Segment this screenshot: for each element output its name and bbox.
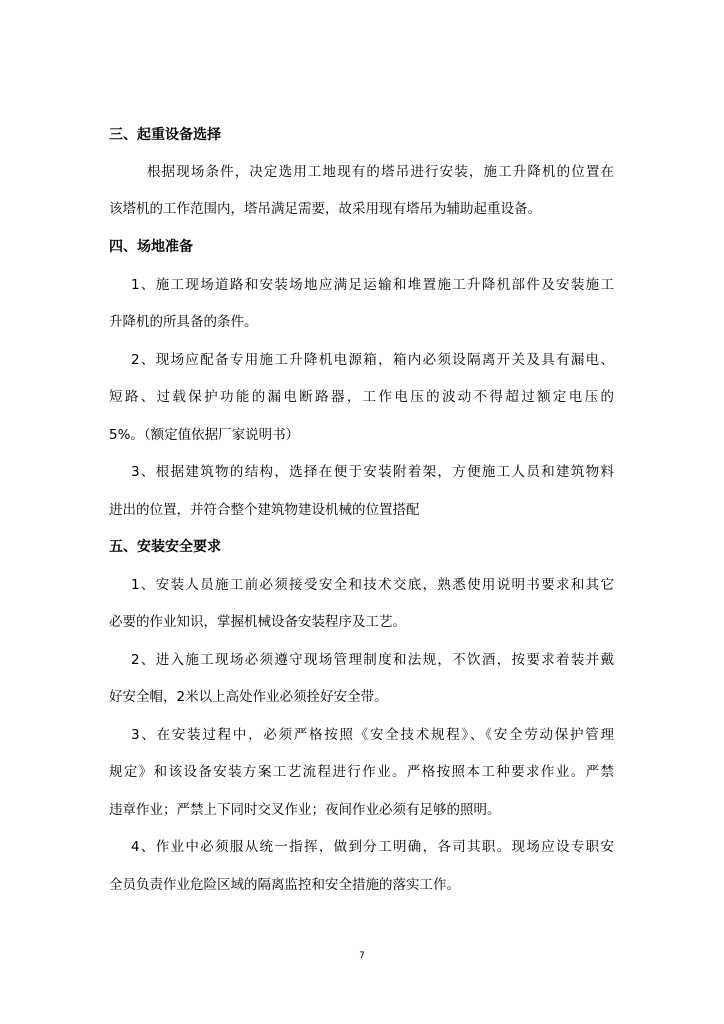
paragraph-line: 3、在安装过程中，必须严格按照《安全技术规程》、《安全劳动保护管理 (131, 727, 614, 743)
section-heading-3: 三、起重设备选择 (109, 127, 221, 143)
paragraph-line: 5%。（额定值依据厂家说明书） (109, 427, 300, 443)
paragraph-line: 1、施工现场道路和安装场地应满足运输和堆置施工升降机部件及安装施工 (131, 277, 614, 293)
paragraph-line: 升降机的所具备的条件。 (109, 314, 258, 330)
paragraph-line: 全员负责作业危险区域的隔离监控和安全措施的落实工作。 (109, 877, 460, 893)
paragraph-line: 好安全帽，2米以上高处作业必须拴好安全带。 (109, 689, 388, 705)
page-number: 7 (359, 951, 365, 961)
paragraph-line: 进出的位置，并符合整个建筑物建设机械的位置搭配 (109, 502, 420, 518)
paragraph-line: 规定》和该设备安装方案工艺流程进行作业。严格按照本工种要求作业。严禁 (109, 764, 614, 780)
paragraph-line: 短路、过载保护功能的漏电断路器，工作电压的波动不得超过额定电压的 (109, 389, 614, 405)
paragraph-line: 根据现场条件，决定选用工地现有的塔吊进行安装，施工升降机的位置在 (147, 164, 614, 180)
paragraph-line: 3、根据建筑物的结构，选择在便于安装附着架，方便施工人员和建筑物料 (131, 464, 614, 480)
paragraph-line: 该塔机的工作范围内，塔吊满足需要，故采用现有塔吊为辅助起重设备。 (109, 201, 541, 217)
paragraph-line: 2、进入施工现场必须遵守现场管理制度和法规，不饮酒，按要求着装并戴 (131, 652, 614, 668)
section-heading-4: 四、场地准备 (109, 239, 193, 255)
paragraph-line: 1、安装人员施工前必须接受安全和技术交底，熟悉使用说明书要求和其它 (131, 577, 614, 593)
paragraph-line: 4、作业中必须服从统一指挥，做到分工明确，各司其职。现场应设专职安 (131, 839, 614, 855)
section-heading-5: 五、安装安全要求 (109, 539, 221, 555)
paragraph-line: 2、现场应配备专用施工升降机电源箱，箱内必须设隔离开关及具有漏电、 (131, 352, 614, 368)
paragraph-line: 必要的作业知识，掌握机械设备安装程序及工艺。 (109, 614, 406, 630)
paragraph-line: 违章作业；严禁上下同时交叉作业；夜间作业必须有足够的照明。 (109, 802, 501, 818)
